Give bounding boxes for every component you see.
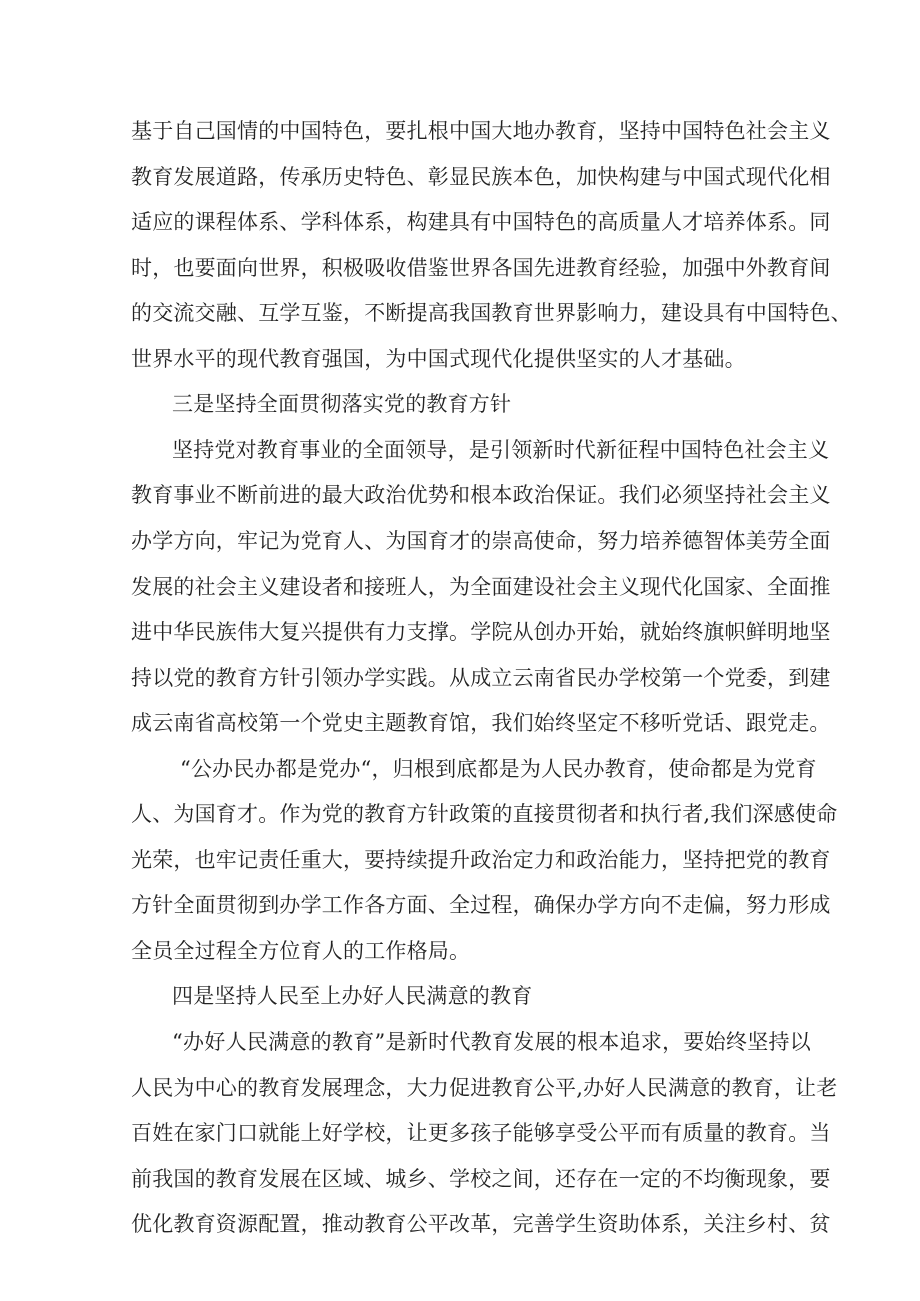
paragraph-line: 百姓在家门口就能上好学校，让更多孩子能够享受公平而有质量的教育。当 (131, 1121, 831, 1145)
paragraph-line: 方针全面贯彻到办学工作各方面、全过程，确保办学方向不走偏，努力形成 (131, 893, 831, 917)
section-heading: 四是坚持人民至上办好人民满意的教育 (172, 984, 533, 1008)
paragraph-line: 时，也要面向世界，积极吸收借鉴世界各国先进教育经验，加强中外教育间 (131, 256, 831, 280)
paragraph-line: 前我国的教育发展在区域、城乡、学校之间，还存在一定的不均衡现象，要 (131, 1167, 831, 1191)
paragraph-line: 优化教育资源配置，推动教育公平改革，完善学生资助体系，关注乡村、贫 (131, 1212, 831, 1236)
paragraph-line: 光荣，也牢记责任重大，要持续提升政治定力和政治能力，坚持把党的教育 (131, 848, 831, 872)
paragraph-line: 基于自己国情的中国特色，要扎根中国大地办教育，坚持中国特色社会主义 (131, 119, 831, 143)
paragraph-line: 全员全过程全方位育人的工作格局。 (131, 939, 471, 963)
paragraph-line: 的交流交融、互学互鉴，不断提高我国教育世界影响力，建设具有中国特色、 (131, 301, 852, 325)
paragraph-line: 人民为中心的教育发展理念，大力促进教育公平,办好人民满意的教育，让老 (131, 1076, 838, 1100)
paragraph-line: 坚持党对教育事业的全面领导，是引领新时代新征程中国特色社会主义 (172, 438, 830, 462)
section-heading: 三是坚持全面贯彻落实党的教育方针 (172, 392, 512, 416)
paragraph-line: 教育发展道路，传承历史特色、彰显民族本色，加快构建与中国式现代化相 (131, 165, 831, 189)
paragraph-line: 发展的社会主义建设者和接班人，为全面建设社会主义现代化国家、全面推 (131, 575, 831, 599)
paragraph-line: 教育事业不断前进的最大政治优势和根本政治保证。我们必须坚持社会主义 (131, 483, 831, 507)
paragraph-line: “办好人民满意的教育”是新时代教育发展的根本追求，要始终坚持以 (172, 1030, 811, 1054)
paragraph-line: 人、为国育才。作为党的教育方针政策的直接贯彻者和执行者,我们深感使命 (131, 802, 838, 826)
paragraph-line: 进中华民族伟大复兴提供有力支撑。学院从创办开始，就始终旗帜鲜明地坚 (131, 620, 831, 644)
paragraph-line: 持以党的教育方针引领办学实践。从成立云南省民办学校第一个党委，到建 (131, 666, 831, 690)
paragraph-line: 世界水平的现代教育强国，为中国式现代化提供坚实的人才基础。 (131, 347, 746, 371)
paragraph-line: 适应的课程体系、学科体系，构建具有中国特色的高质量人才培养体系。同 (131, 210, 831, 234)
paragraph-line: 成云南省高校第一个党史主题教育馆，我们始终坚定不移听党话、跟党走。 (131, 711, 831, 735)
paragraph-line: “公办民办都是党办“，归根到底都是为人民办教育，使命都是为党育 (180, 757, 817, 781)
paragraph-line: 办学方向，牢记为党育人、为国育才的崇高使命，努力培养德智体美劳全面 (131, 529, 831, 553)
